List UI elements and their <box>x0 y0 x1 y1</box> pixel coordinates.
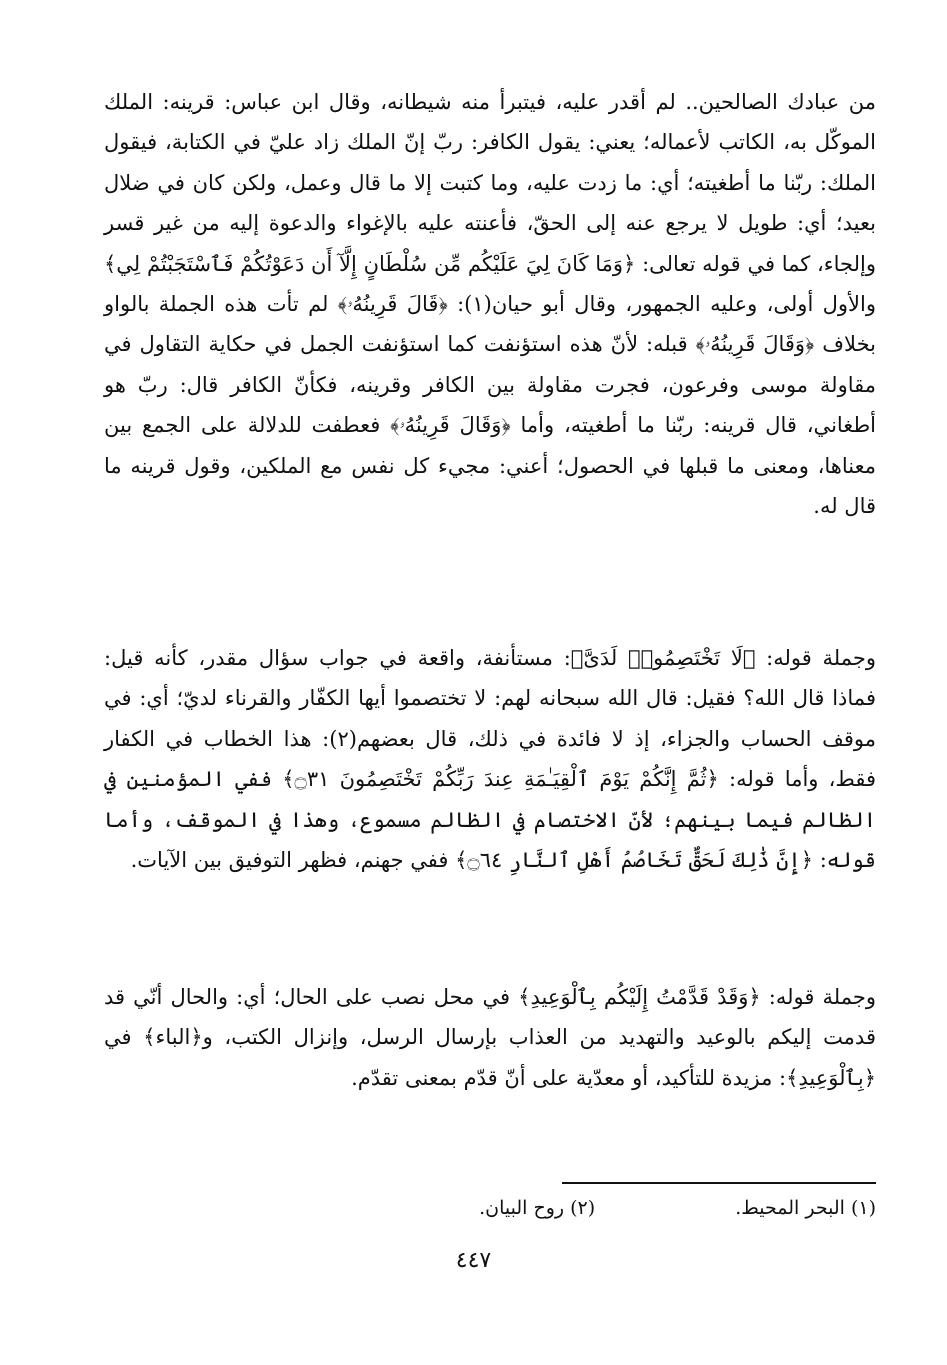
footnotes <box>104 1193 876 1223</box>
paragraph-1: من عبادك الصالحين.. لم أقدر عليه، فيتبرأ منه شيطانه، وقال ابن عباس: قرينه: الملك الموكّل به، الكاتب لأعماله؛ يعني: يقول الكافر: ربّ إنّ الملك زاد عليّ في الكتابة، فيقول الملك: ربّنا ما أطغيته؛ أي: ما زدت عليه، وما كتبت إلا ما قال وعمل، ولكن كان في ضلال بعيد؛ أي: طويل لا يرجع عنه إلى الحقّ، فأعنته عليه بالإغواء والدعوة إليه من غير قسر وإلجاء، كما في قوله تعالى: ﴿وَمَا كَانَ لِيَ عَلَيْكُم مِّن سُلْطَانٍ إِلَّآ أَن دَعَوْتُكُمْ فَٱسْتَجَبْتُمْ لِي﴾ والأول أولى، وعليه الجمهور، وقال أبو حيان(١): ﴿قَالَ قَرِينُهُۥ﴾ لم تأت هذه الجملة بالواو بخلاف ﴿وَقَالَ قَرِينُهُۥ﴾ قبله: لأنّ هذه استؤنفت كما استؤنفت الجمل في حكاية التقاول في مقاولة موسى وفرعون، فجرت مقاولة بين الكافر وقرينه، فكأنّ الكافر قال: ربّ هو أطغاني، قال قرينه: ربّنا ما أطغيته، وأما ﴿وَقَالَ قَرِينُهُۥ﴾ فعطفت للدلالة على الجمع بين معناها، ومعنى ما قبلها في الحصول؛ أعني: مجيء كل نفس مع الملكين، وقول قرينه ما قال له. <box>104 90 876 519</box>
footnote-separator <box>562 1182 876 1184</box>
paragraph-2: وجملة قوله: ﴿لَا تَخْتَصِمُوا۟ لَدَىَّ﴾: مستأنفة، واقعة في جواب سؤال مقدر، كأنه قيل: فماذا قال الله؟ فقيل: قال الله سبحانه لهم: لا تختصموا أيها الكفّار والقرناء لديّ؛ أي: في موقف الحساب والجزاء، إذ لا فائدة في ذلك، قال بعضهم(٢): هذا الخطاب في الكفار فقط، وأما قوله: ﴿ثُمَّ إِنَّكُمْ يَوْمَ ٱلْقِيَـٰمَةِ عِندَ رَبِّكُمْ تَخْتَصِمُونَ ۝٣١﴾ ففي المؤمنين في الظالم فيما بينهم؛ لأنّ الاختصام في الظالم مسموع، وهذا في الموقف، وأما قوله: ﴿إِنَّ ذَٰلِكَ لَحَقٌّ تَخَاصُمُ أَهْلِ ٱلنَّارِ ۝٦٤﴾ ففي جهنم، فظهر التوفيق بين الآيات. <box>104 646 876 873</box>
footnote-1: (١) البحر المحيط. <box>735 1197 876 1219</box>
page-number: ٤٤٧ <box>455 1248 492 1273</box>
paragraph-3: وجملة قوله: ﴿وَقَدْ قَدَّمْتُ إِلَيْكُم بِٱلْوَعِيدِ﴾ في محل نصب على الحال؛ أي: والحال أنّي قد قدمت إليكم بالوعيد والتهديد من العذاب بإرسال الرسل، وإنزال الكتب، و﴿الباء﴾ في ﴿بِٱلْوَعِيدِ﴾: مزيدة للتأكيد، أو معدّية على أنّ قدّم بمعنى تقدّم. <box>104 985 876 1090</box>
footnote-2: (٢) روح البيان. <box>479 1197 596 1219</box>
